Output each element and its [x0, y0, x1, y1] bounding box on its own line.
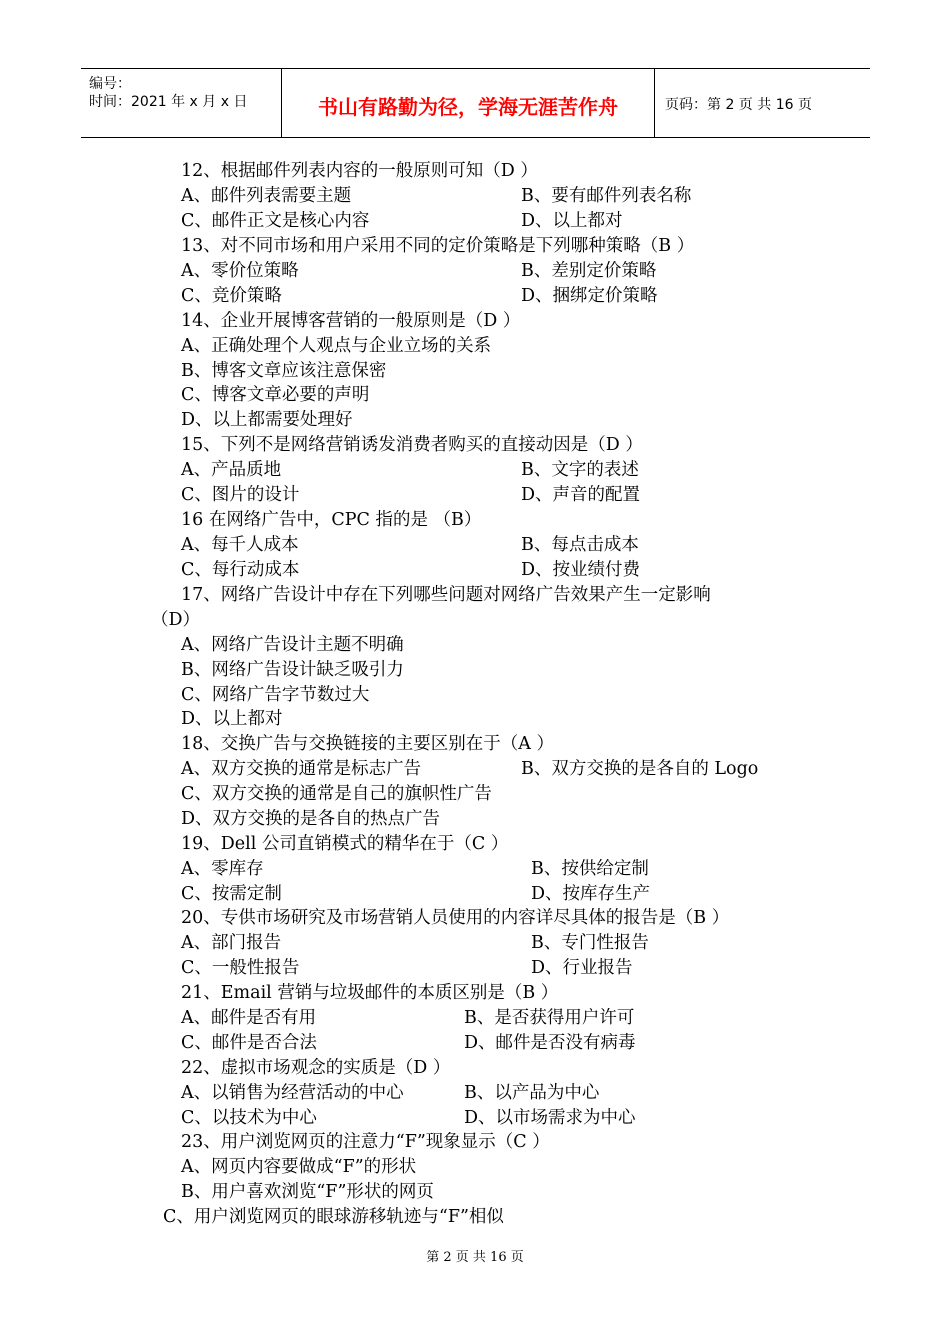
option-line: A、部门报告	[181, 933, 282, 953]
option-line: A、零库存	[181, 859, 264, 879]
option-line: B、双方交换的是各自的 Logo	[521, 759, 759, 779]
option-line: C、每行动成本	[181, 560, 300, 580]
question-line: 16 在网络广告中，CPC 指的是 （B）	[181, 510, 482, 530]
page-header	[81, 68, 870, 138]
header-meta-cell	[81, 69, 282, 137]
question-line: 18、交换广告与交换链接的主要区别在于（A ）	[181, 734, 554, 754]
option-line: A、正确处理个人观点与企业立场的关系	[181, 336, 492, 356]
option-line: A、以销售为经营活动的中心	[181, 1083, 404, 1103]
option-line: C、博客文章必要的声明	[181, 385, 370, 405]
option-line: C、图片的设计	[181, 485, 300, 505]
question-line: 17、网络广告设计中存在下列哪些问题对网络广告效果产生一定影响	[181, 585, 711, 605]
option-line: C、以技术为中心	[181, 1108, 317, 1128]
option-line: D、按库存生产	[531, 884, 651, 904]
option-line: C、邮件是否合法	[181, 1033, 317, 1053]
option-line: D、以市场需求为中心	[464, 1108, 636, 1128]
option-line: B、要有邮件列表名称	[521, 186, 692, 206]
option-line: C、按需定制	[181, 884, 282, 904]
option-line: D、双方交换的是各自的热点广告	[181, 809, 441, 829]
question-line: 20、专供市场研究及市场营销人员使用的内容详尽具体的报告是（B ）	[181, 908, 730, 928]
option-line: A、邮件是否有用	[181, 1008, 317, 1028]
question-line: 21、Email 营销与垃圾邮件的本质区别是（B ）	[181, 983, 559, 1003]
option-line: D、邮件是否没有病毒	[464, 1033, 636, 1053]
option-line: D、以上都对	[521, 211, 623, 231]
motto-text: 书山有路勤为径，学海无涯苦作舟	[318, 95, 618, 119]
option-line: A、产品质地	[181, 460, 282, 480]
question-line-continued: （D）	[151, 610, 201, 630]
page-info: 页码：第 2 页 共 16 页	[665, 97, 812, 113]
option-line: B、文字的表述	[521, 460, 639, 480]
question-line: 19、Dell 公司直销模式的精华在于（C ）	[181, 834, 509, 854]
option-line: A、网页内容要做成“F”的形状	[181, 1157, 417, 1177]
option-line: D、按业绩付费	[521, 560, 641, 580]
question-line: 14、企业开展博客营销的一般原则是（D ）	[181, 311, 521, 331]
option-line: B、博客文章应该注意保密	[181, 361, 387, 381]
option-line: B、专门性报告	[531, 933, 649, 953]
option-line: D、行业报告	[531, 958, 633, 978]
option-line: B、每点击成本	[521, 535, 639, 555]
number-label: 编号：	[89, 76, 131, 92]
option-line: A、双方交换的通常是标志广告	[181, 759, 422, 779]
option-line: B、网络广告设计缺乏吸引力	[181, 660, 404, 680]
question-line: 13、对不同市场和用户采用不同的定价策略是下列哪种策略（B ）	[181, 236, 695, 256]
option-line: D、以上都需要处理好	[181, 410, 353, 430]
option-line: C、竞价策略	[181, 286, 282, 306]
option-line: C、邮件正文是核心内容	[181, 211, 370, 231]
question-line: 22、虚拟市场观念的实质是（D ）	[181, 1058, 451, 1078]
question-line: 12、根据邮件列表内容的一般原则可知（D ）	[181, 161, 538, 181]
option-line: B、以产品为中心	[464, 1083, 600, 1103]
option-line: C、网络广告字节数过大	[181, 685, 370, 705]
question-line: 15、下列不是网络营销诱发消费者购买的直接动因是（D ）	[181, 435, 643, 455]
option-line: B、是否获得用户许可	[464, 1008, 635, 1028]
option-line: A、邮件列表需要主题	[181, 186, 352, 206]
option-line: A、每千人成本	[181, 535, 299, 555]
option-line: D、声音的配置	[521, 485, 641, 505]
option-line: D、捆绑定价策略	[521, 286, 658, 306]
option-line: C、用户浏览网页的眼球游移轨迹与“F”相似	[163, 1207, 504, 1227]
option-line: D、以上都对	[181, 709, 283, 729]
option-line: A、零价位策略	[181, 261, 299, 281]
option-line: B、差别定价策略	[521, 261, 657, 281]
page-footer: 第 2 页 共 16 页	[426, 1250, 524, 1265]
option-line: C、双方交换的通常是自己的旗帜性广告	[181, 784, 492, 804]
option-line: B、按供给定制	[531, 859, 649, 879]
time-label: 时间：2021 年 x 月 x 日	[89, 94, 248, 110]
option-line: B、用户喜欢浏览“F”形状的网页	[181, 1182, 434, 1202]
option-line: C、一般性报告	[181, 958, 300, 978]
header-motto-cell	[282, 69, 655, 137]
option-line: A、网络广告设计主题不明确	[181, 635, 404, 655]
header-page-cell	[655, 69, 870, 137]
question-line: 23、用户浏览网页的注意力“F”现象显示（C ）	[181, 1132, 550, 1152]
